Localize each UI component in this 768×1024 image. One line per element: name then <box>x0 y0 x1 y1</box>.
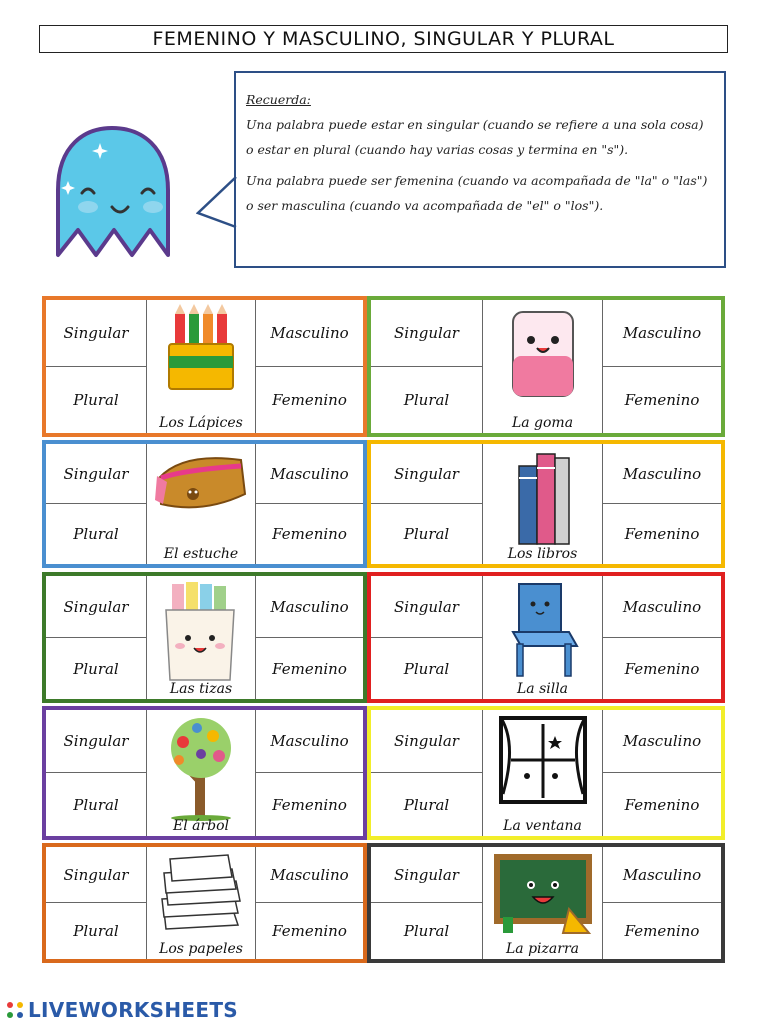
plural-option[interactable]: Plural <box>46 504 147 564</box>
plural-option[interactable]: Plural <box>46 903 147 959</box>
picture-caption: La pizarra <box>506 941 579 957</box>
singular-option[interactable]: Singular <box>371 300 483 367</box>
masculino-option[interactable]: Masculino <box>255 710 363 773</box>
singular-option[interactable]: Singular <box>46 847 147 903</box>
vocab-card <box>367 843 725 963</box>
singular-option[interactable]: Singular <box>46 300 147 367</box>
plural-option[interactable]: Plural <box>46 638 147 699</box>
femenino-option[interactable]: Femenino <box>602 773 721 836</box>
plural-option[interactable]: Plural <box>371 504 483 564</box>
vocab-card <box>42 440 367 568</box>
picture-cell <box>147 444 255 564</box>
picture-cell <box>147 710 255 836</box>
femenino-option[interactable]: Femenino <box>602 903 721 959</box>
liveworksheets-logo-icon <box>4 999 26 1021</box>
pencils-icon <box>161 304 241 398</box>
vocab-card <box>42 843 367 963</box>
singular-option[interactable]: Singular <box>46 576 147 638</box>
footer-brand: LIVEWORKSHEETS <box>28 998 239 1022</box>
picture-cell <box>483 576 602 699</box>
masculino-option[interactable]: Masculino <box>255 847 363 903</box>
picture-caption: Las tizas <box>169 681 233 697</box>
picture-caption: La silla <box>516 681 569 697</box>
picture-caption: Los Lápices <box>159 415 243 431</box>
singular-option[interactable]: Singular <box>371 847 483 903</box>
picture-caption: El estuche <box>163 546 239 562</box>
blackboard-icon <box>493 851 593 941</box>
tree-icon <box>153 714 249 826</box>
eraser-icon <box>503 304 583 408</box>
vocab-card <box>42 572 367 703</box>
picture-cell <box>147 847 255 959</box>
picture-cell <box>147 576 255 699</box>
picture-caption: Los libros <box>507 546 578 562</box>
masculino-option[interactable]: Masculino <box>255 444 363 504</box>
picture-cell <box>483 710 602 836</box>
picture-caption: El árbol <box>172 818 230 834</box>
plural-option[interactable]: Plural <box>371 638 483 699</box>
singular-option[interactable]: Singular <box>371 576 483 638</box>
picture-cell <box>147 300 255 433</box>
femenino-option[interactable]: Femenino <box>602 367 721 433</box>
pencil-case-icon <box>153 448 249 522</box>
femenino-option[interactable]: Femenino <box>255 773 363 836</box>
femenino-option[interactable]: Femenino <box>255 638 363 699</box>
singular-option[interactable]: Singular <box>371 710 483 773</box>
masculino-option[interactable]: Masculino <box>602 576 721 638</box>
picture-caption: Los papeles <box>159 941 243 957</box>
femenino-option[interactable]: Femenino <box>602 638 721 699</box>
picture-caption: La goma <box>511 415 574 431</box>
singular-option[interactable]: Singular <box>371 444 483 504</box>
vocab-card <box>42 296 367 437</box>
masculino-option[interactable]: Masculino <box>602 710 721 773</box>
plural-option[interactable]: Plural <box>371 367 483 433</box>
papers-icon <box>156 851 246 935</box>
femenino-option[interactable]: Femenino <box>255 367 363 433</box>
masculino-option[interactable]: Masculino <box>602 847 721 903</box>
femenino-option[interactable]: Femenino <box>255 504 363 564</box>
reminder-singular-plural: Una palabra puede estar en singular (cuando se refiere a una sola cosa) o estar en plural (cuando hay varias cosas y termina en "s"). <box>246 117 704 157</box>
masculino-option[interactable]: Masculino <box>255 576 363 638</box>
speech-bubble-tail <box>196 175 238 235</box>
picture-cell <box>483 847 602 959</box>
vocab-card <box>367 706 725 840</box>
femenino-option[interactable]: Femenino <box>255 903 363 959</box>
chair-icon <box>503 580 583 684</box>
masculino-option[interactable]: Masculino <box>602 444 721 504</box>
femenino-option[interactable]: Femenino <box>602 504 721 564</box>
window-icon <box>497 714 589 810</box>
plural-option[interactable]: Plural <box>371 903 483 959</box>
reminder-gender: Una palabra puede ser femenina (cuando va acompañada de "la" o "las") o ser masculina (cuando va acompañada de "el" o "los"). <box>246 173 708 213</box>
singular-option[interactable]: Singular <box>46 710 147 773</box>
vocab-card <box>367 296 725 437</box>
reminder-heading: Recuerda: <box>246 92 311 107</box>
plural-option[interactable]: Plural <box>46 367 147 433</box>
masculino-option[interactable]: Masculino <box>602 300 721 367</box>
footer-logo <box>4 997 238 1023</box>
vocab-card <box>42 706 367 840</box>
masculino-option[interactable]: Masculino <box>255 300 363 367</box>
picture-cell <box>483 300 602 433</box>
page-title: FEMENINO Y MASCULINO, SINGULAR Y PLURAL <box>39 25 728 53</box>
picture-caption: La ventana <box>503 818 582 834</box>
reminder-box <box>234 71 726 268</box>
singular-option[interactable]: Singular <box>46 444 147 504</box>
vocab-card <box>367 572 725 703</box>
vocab-card <box>367 440 725 568</box>
books-icon <box>513 448 573 552</box>
plural-option[interactable]: Plural <box>46 773 147 836</box>
ghost-mascot-icon <box>50 125 175 260</box>
chalk-icon <box>158 580 244 688</box>
plural-option[interactable]: Plural <box>371 773 483 836</box>
picture-cell <box>483 444 602 564</box>
